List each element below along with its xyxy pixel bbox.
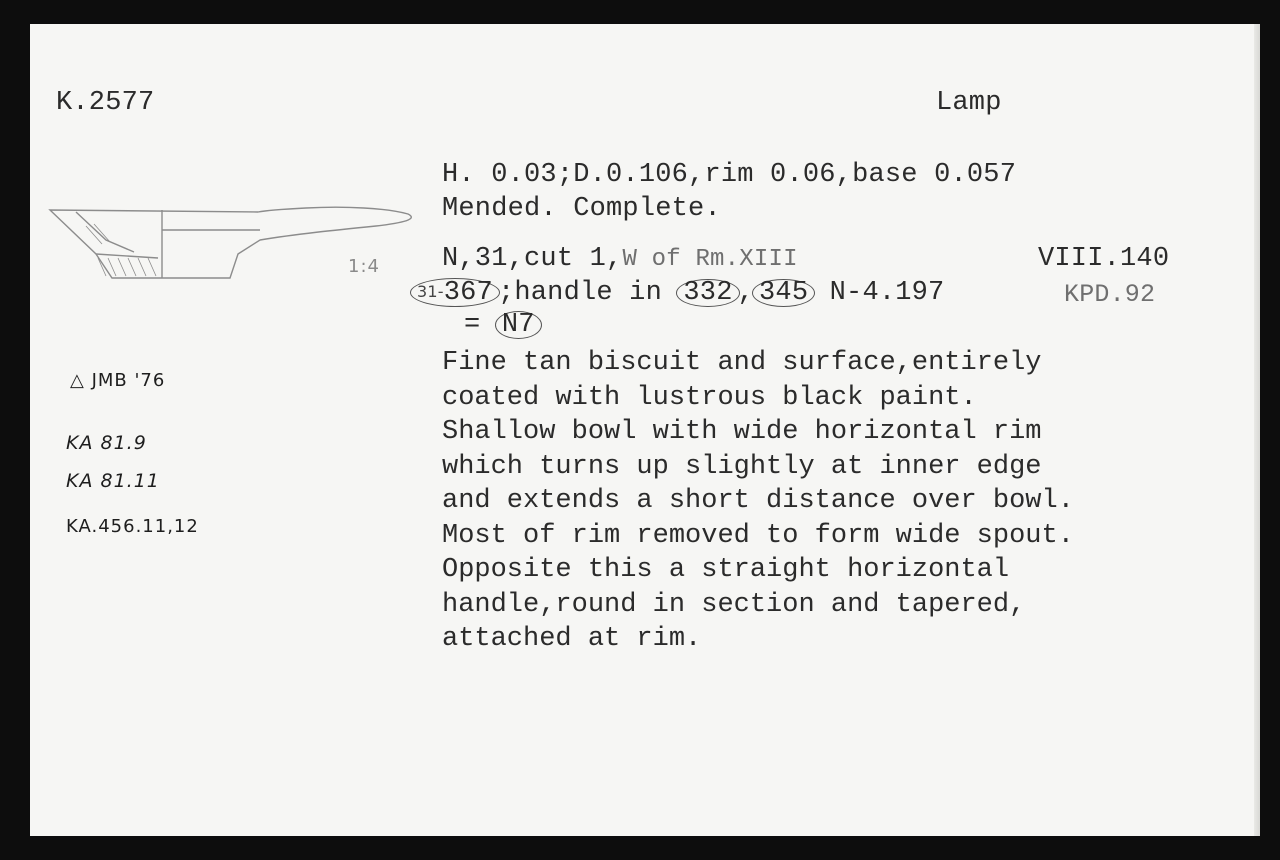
object-type: Lamp bbox=[936, 88, 1002, 118]
scale-note: 1:4 bbox=[348, 256, 380, 277]
equals-label: = bbox=[464, 310, 481, 340]
description-line: Shallow bowl with wide horizontal rim bbox=[442, 417, 1042, 447]
description-line: coated with lustrous black paint. bbox=[442, 382, 977, 413]
description bbox=[442, 346, 1074, 657]
context-line bbox=[442, 242, 798, 277]
context-handwritten: W of Rm.XIII bbox=[622, 246, 798, 273]
context-ref: VIII.140 bbox=[1038, 244, 1170, 274]
context-prefix: N,31,cut 1, bbox=[442, 244, 623, 274]
inventory-number: 367 bbox=[443, 278, 493, 308]
handle-text: ;handle in bbox=[497, 278, 662, 308]
equals-ref: N7 bbox=[495, 311, 542, 339]
ka-ref-3: KA.456.11,12 bbox=[66, 516, 199, 537]
description-line: attached at rim. bbox=[442, 624, 702, 654]
condition: Mended. Complete. bbox=[442, 194, 721, 224]
inventory-line: 31-367 ;handle in 332 , 345 N-4.197 bbox=[412, 276, 944, 310]
inventory-pre-note: 31- bbox=[417, 282, 444, 301]
ka-ref-2: KA 81.11 bbox=[66, 470, 160, 492]
kpd-ref: KPD.92 bbox=[1064, 280, 1156, 309]
description-line: Fine tan biscuit and surface,entirely bbox=[442, 348, 1042, 378]
inventory-ref: N-4.197 bbox=[829, 278, 945, 308]
drawn-by-note: △ JMB '76 bbox=[70, 370, 166, 391]
equals-line bbox=[464, 308, 540, 342]
catalog-card bbox=[30, 24, 1260, 836]
description-line: and extends a short distance over bowl. bbox=[442, 486, 1074, 516]
description-line: Opposite this a straight horizontal bbox=[442, 555, 1010, 585]
description-line: which turns up slightly at inner edge bbox=[442, 451, 1042, 482]
dimensions: H. 0.03;D.0.106,rim 0.06,base 0.057 bbox=[442, 160, 1017, 190]
handle-ref-2: 345 bbox=[752, 279, 815, 307]
description-line: handle,round in section and tapered, bbox=[442, 589, 1026, 620]
description-line: Most of rim removed to form wide spout. bbox=[442, 520, 1074, 551]
ka-ref-1: KA 81.9 bbox=[66, 432, 147, 454]
handle-ref-1: 332 bbox=[676, 279, 739, 307]
catalog-number: K.2577 bbox=[56, 88, 155, 118]
